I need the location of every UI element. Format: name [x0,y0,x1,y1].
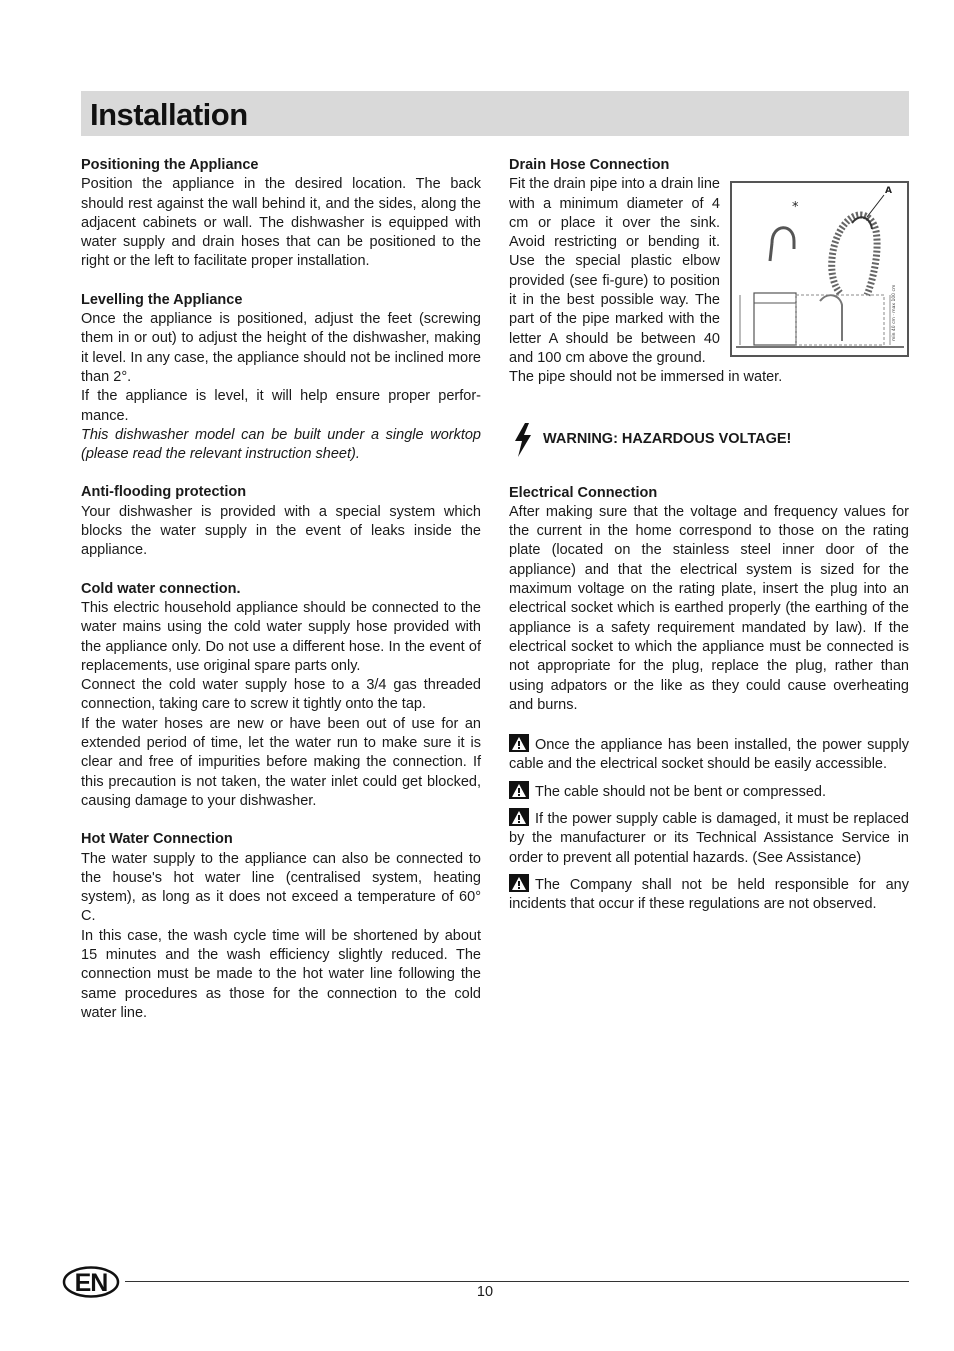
hot-water-section [81,830,481,1023]
drain-body-1: Fit the drain pipe into a drain line with a minimum diameter of 4 cm or place it over the sink. Avoid restricting or bending it. Use the special plastic elbow provided (see fi-gure) to position it in the best possible way. The part of the pipe marked with the letter A should be between 40 and 100 cm above the ground. [509,176,720,366]
antiflooding-heading: Anti-flooding protection [81,484,247,501]
page-title: Installation [90,97,248,132]
drain-heading: Drain Hose Connection [509,157,670,173]
note-accessible-text: Once the appliance has been installed, the power supply cable and the electrical socket should be easily accessible. [509,737,909,773]
warning-triangle-icon [509,734,529,752]
cold-water-section [81,580,481,812]
note-cable-bend-text: The cable should not be bent or compressed. [535,783,826,800]
hot-water-body-2: In this case, the wash cycle time will be shortened by about 15 minutes and the wash efficiency slightly reduced. The connection must be made to the hot water line following the same procedures as those for the connection to the cold water line. [81,927,481,1021]
cold-water-heading: Cold water connection. [81,580,241,597]
positioning-body: Position the appliance in the desired location. The back should rest against the wall behind it, and the sides, along the adjacent cabinets or wall. The dishwasher is equipped with water supply and drain hoses that can be positioned to the right or the left to facilitate proper installation. [81,176,481,270]
title-bar [81,91,909,136]
note-cable-damaged [509,808,909,868]
language-code: EN [74,1269,108,1297]
figure-height-label: min 40 cm · max 100 cm [892,284,897,342]
figure-a-label: A [885,186,892,197]
right-column [509,156,909,921]
figure-star-label: * [792,200,799,216]
drain-body-2: The pipe should not be immersed in water. [509,369,783,386]
hot-water-heading: Hot Water Connection [81,831,233,848]
lightning-bolt-icon [511,422,535,458]
cold-water-body-3: If the water hoses are new or have been out of use for an extended period of time, let the water run to make sure it is clear and free of impurities before making the connection. If this precaution is not taken, the water inlet could get blocked, causing damage to your dishwasher. [81,715,481,809]
levelling-section [81,291,481,465]
note-cable-bend [509,781,909,802]
warning-title: WARNING: HAZARDOUS VOLTAGE! [543,430,792,447]
drain-hose-figure [730,181,909,357]
levelling-heading: Levelling the Appliance [81,291,243,308]
electrical-body: After making sure that the voltage and frequency values for the current in the home correspond to those on the rating plate (located on the stainless steel inner door of the appliance) and that the electrical system is sized for the maximum voltage on the rating plate, insert the plug into an electrical socket which is earthed properly (the earthing of the appliance is a safety requirement mandated by law). If the electrical socket to which the appliance must be connected is not appropriate for the plug, replace the plug, rather than using adpators or the like as they could cause overheating and burns. [509,503,909,713]
cold-water-body-1: This electric household appliance should be connected to the water mains using the cold water supply hose provided with the appliance only. Do not use a different hose. In the event of replacements, use original spare parts only. [81,599,481,674]
drain-section [509,156,909,388]
left-column [81,156,481,1042]
warning-triangle-icon [509,874,529,892]
drain-hose-illustration [732,183,907,355]
note-liability [509,874,909,915]
levelling-body-2: If the appliance is level, it will help ensure proper perfor-mance. [81,388,481,424]
note-accessible [509,734,909,775]
warning-triangle-icon [509,808,529,826]
note-cable-damaged-text: If the power supply cable is damaged, it must be replaced by the manufacturer or its Technical Assistance Service in order to prevent all potential hazards. (See Assistance) [509,811,909,866]
antiflooding-section [81,483,481,560]
positioning-heading: Positioning the Appliance [81,157,259,173]
footer-rule [125,1281,909,1282]
electrical-heading: Electrical Connection [509,484,658,501]
cold-water-body-2: Connect the cold water supply hose to a 3/4 gas threaded connection, taking care to screw it tightly onto the tap. [81,677,481,713]
page-number: 10 [476,1284,494,1300]
note-liability-text: The Company shall not be held responsible for any incidents that occur if these regulations are not observed. [509,876,909,913]
hazard-warning [509,422,909,458]
warning-triangle-icon [509,781,529,799]
levelling-note: This dishwasher model can be built under a single worktop (please read the relevant instruction sheet). [81,426,481,463]
positioning-section [81,156,481,272]
electrical-section [509,484,909,716]
levelling-body-1: Once the appliance is positioned, adjust the feet (screwing them in or out) to adjust the height of the dishwasher, making it level. In any case, the appliance should not be inclined more than 2°. [81,311,481,385]
hot-water-body-1: The water supply to the appliance can also be connected to the house's hot water line (centralised system, heating system), as long as it does not exceed a temperature of 60° C. [81,850,481,925]
antiflooding-body: Your dishwasher is provided with a special system which blocks the water supply in the event of leaks inside the appliance. [81,503,481,559]
